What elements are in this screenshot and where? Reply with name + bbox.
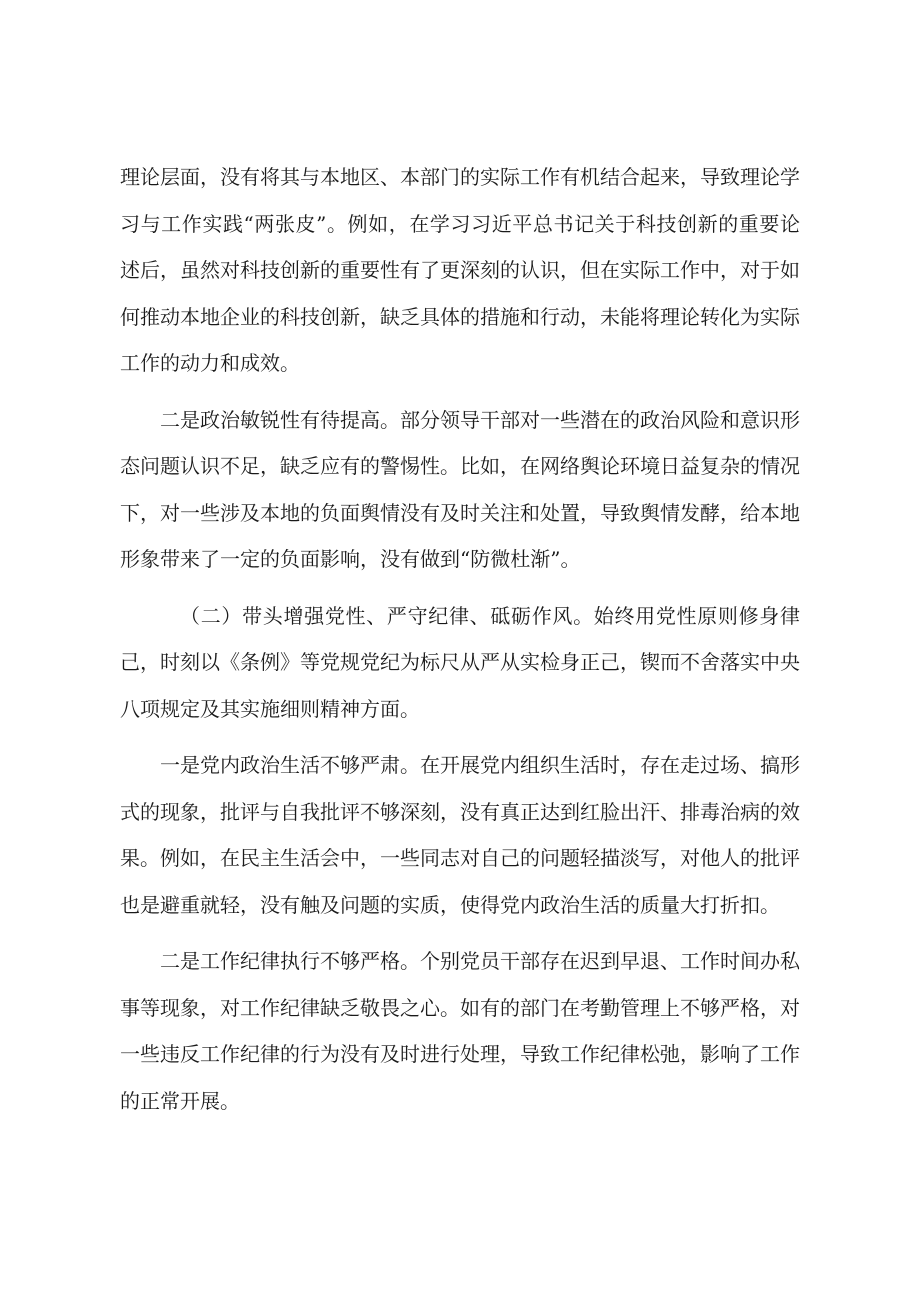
paragraph-political-sensitivity: 二是政治敏锐性有待提高。部分领导干部对一些潜在的政治风险和意识形态问题认识不足，缺乏应有的警惕性。比如，在网络舆论环境日益复杂的情况下，对一些涉及本地的负面舆情没有及时关注和处置，导致舆情发酵，给本地形象带来了一定的负面影响，没有做到“防微杜渐”。 [120, 407, 800, 571]
paragraph-work-discipline: 二是工作纪律执行不够严格。个别党员干部存在迟到早退、工作时间办私事等现象，对工作纪律缺乏敬畏之心。如有的部门在考勤管理上不够严格，对一些违反工作纪律的行为没有及时进行处理，导致工作纪律松弛，影响了工作的正常开展。 [120, 949, 800, 1113]
paragraph-section-two-heading: （二）带头增强党性、严守纪律、砥砺作风。始终用党性原则修身律己，时刻以《条例》等党规党纪为标尺从严从实检身正己，锲而不舍落实中央八项规定及其实施细则精神方面。 [120, 603, 800, 721]
document-body [120, 154, 800, 1134]
paragraph-theory-continuation: 理论层面，没有将其与本地区、本部门的实际工作有机结合起来，导致理论学习与工作实践“两张皮”。例如，在学习习近平总书记关于科技创新的重要论述后，虽然对科技创新的重要性有了更深刻的认识，但在实际工作中，对于如何推动本地企业的科技创新，缺乏具体的措施和行动，未能将理论转化为实际工作的动力和成效。 [120, 165, 800, 375]
paragraph-party-life: 一是党内政治生活不够严肃。在开展党内组织生活时，存在走过场、搞形式的现象，批评与自我批评不够深刻，没有真正达到红脸出汗、排毒治病的效果。例如，在民主生活会中，一些同志对自己的问题轻描淡写，对他人的批评也是避重就轻，没有触及问题的实质，使得党内政治生活的质量大打折扣。 [120, 753, 800, 917]
